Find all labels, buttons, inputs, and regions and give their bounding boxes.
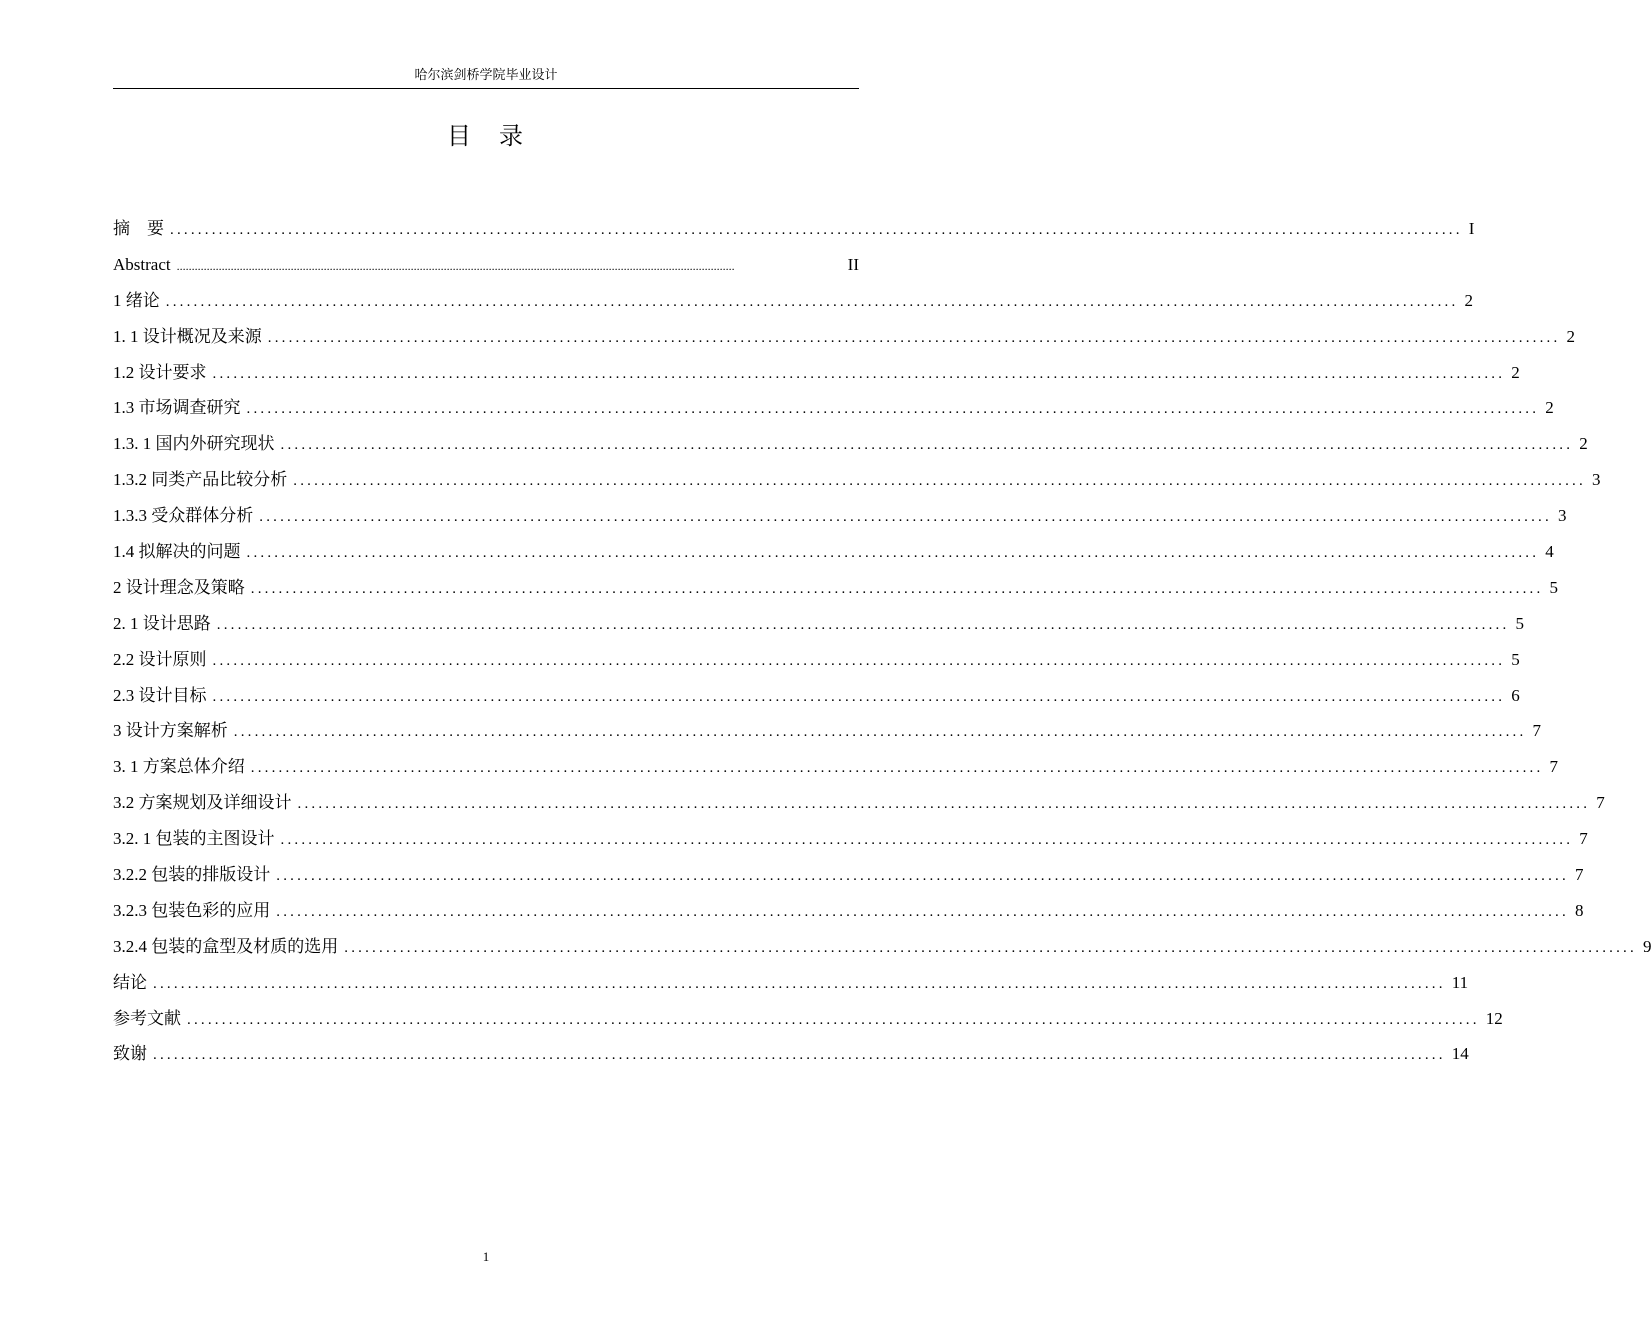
toc-entry[interactable] xyxy=(113,462,1601,498)
toc-list xyxy=(113,211,1651,1072)
toc-entry[interactable] xyxy=(113,1036,1469,1072)
header-rule xyxy=(113,88,859,89)
toc-entry-page: 2 xyxy=(1566,326,1575,346)
page-number: 1 xyxy=(482,1249,490,1264)
toc-entry-label: 结论 xyxy=(113,972,147,992)
toc-entry-page: 7 xyxy=(1549,757,1558,777)
toc-entry-label: 1.4 拟解决的问题 xyxy=(113,542,241,562)
toc-entry-page: 7 xyxy=(1574,865,1584,885)
toc-entry-label: 参考文献 xyxy=(113,1008,181,1028)
toc-entry-label: 3. 1 方案总体介绍 xyxy=(113,757,245,777)
toc-title: 目 录 xyxy=(447,124,525,150)
toc-entry[interactable] xyxy=(113,929,1651,965)
toc-dot-leader: .......................................................................................................................................................................................... xyxy=(153,975,1446,992)
toc-entry-label: 致谢 xyxy=(113,1044,147,1064)
toc-dot-leader: .......................................................................................................................................................................................... xyxy=(267,329,1561,346)
toc-entry-page: 2 xyxy=(1545,398,1554,418)
toc-entry-page: I xyxy=(1468,219,1475,238)
toc-entry-label: 1 绪论 xyxy=(113,290,160,310)
toc-dot-leader: .......................................................................................................................................................................................... xyxy=(250,580,1544,597)
toc-entry[interactable] xyxy=(113,390,1554,426)
toc-dot-leader: .......................................................................................................................................................................................... xyxy=(212,652,1506,669)
toc-entry-label: 1.3 市场调查研究 xyxy=(113,398,241,418)
toc-dot-leader: .......................................................................................................................................................................................... xyxy=(259,509,1552,526)
toc-dot-leader: .......................................................................................................................................................................................... xyxy=(176,258,735,273)
toc-entry[interactable] xyxy=(113,965,1469,1001)
toc-entry[interactable] xyxy=(113,247,859,283)
toc-dot-leader: .......................................................................................................................................................................................... xyxy=(276,868,1569,885)
toc-entry[interactable] xyxy=(113,534,1554,570)
toc-entry-label: 1.3.2 同类产品比较分析 xyxy=(113,470,288,490)
toc-dot-leader: .......................................................................................................................................................................................... xyxy=(280,437,1574,454)
toc-dot-leader: .......................................................................................................................................................................................... xyxy=(165,293,1459,310)
toc-entry-label: 1. 1 设计概况及来源 xyxy=(113,326,262,346)
toc-dot-leader: .......................................................................................................................................................................................... xyxy=(344,939,1637,956)
toc-entry[interactable] xyxy=(113,857,1584,893)
toc-entry[interactable] xyxy=(113,426,1588,462)
toc-entry[interactable] xyxy=(113,283,1473,319)
toc-entry-page: 2 xyxy=(1511,362,1520,382)
toc-dot-leader: .......................................................................................................................................................................................... xyxy=(153,1047,1446,1064)
toc-entry-label: 1.3. 1 国内外研究现状 xyxy=(113,434,275,454)
toc-dot-leader: .......................................................................................................................................................................................... xyxy=(216,616,1510,633)
toc-entry-label: 摘 要 xyxy=(113,219,164,238)
toc-entry-label: 2.3 设计目标 xyxy=(113,685,207,705)
toc-entry-label: 3.2.2 包装的排版设计 xyxy=(113,865,271,885)
toc-entry-label: 2. 1 设计思路 xyxy=(113,613,211,633)
toc-entry-label: Abstract xyxy=(113,254,171,274)
toc-entry-page: 7 xyxy=(1596,793,1605,813)
toc-entry[interactable] xyxy=(113,606,1524,642)
toc-entry[interactable] xyxy=(113,642,1520,678)
toc-entry-page: 4 xyxy=(1545,542,1554,562)
toc-entry-page: 2 xyxy=(1579,434,1588,454)
toc-entry[interactable] xyxy=(113,498,1567,534)
toc-entry[interactable] xyxy=(113,319,1575,355)
toc-entry-page: 3 xyxy=(1557,506,1567,526)
toc-entry[interactable] xyxy=(113,1001,1503,1037)
toc-entry-label: 3 设计方案解析 xyxy=(113,721,228,741)
toc-entry[interactable] xyxy=(113,893,1584,929)
toc-dot-leader: .......................................................................................................................................................................................... xyxy=(246,401,1540,418)
toc-entry-label: 2 设计理念及策略 xyxy=(113,577,245,597)
toc-entry-page: 7 xyxy=(1579,829,1588,849)
toc-entry-page: 8 xyxy=(1574,900,1584,920)
toc-entry[interactable] xyxy=(113,785,1605,821)
toc-dot-leader: .......................................................................................................................................................................................... xyxy=(293,473,1586,490)
toc-entry-label: 1.2 设计要求 xyxy=(113,362,207,382)
toc-entry-page: 3 xyxy=(1591,470,1601,490)
toc-dot-leader: .......................................................................................................................................................................................... xyxy=(276,903,1569,920)
toc-entry-page: 11 xyxy=(1451,972,1469,992)
toc-entry[interactable] xyxy=(113,211,1475,247)
toc-dot-leader: .......................................................................................................................................................................................... xyxy=(297,796,1591,813)
toc-dot-leader: .......................................................................................................................................................................................... xyxy=(170,222,1463,238)
toc-entry[interactable] xyxy=(113,355,1520,391)
toc-entry-label: 3.2 方案规划及详细设计 xyxy=(113,793,292,813)
toc-dot-leader: .......................................................................................................................................................................................... xyxy=(212,688,1506,705)
toc-entry-page: 5 xyxy=(1515,613,1524,633)
toc-entry[interactable] xyxy=(113,713,1541,749)
toc-entry-label: 1.3.3 受众群体分析 xyxy=(113,506,254,526)
toc-dot-leader: .......................................................................................................................................................................................... xyxy=(280,832,1574,849)
toc-entry-page: 6 xyxy=(1511,685,1520,705)
toc-entry-label: 3.2.3 包装色彩的应用 xyxy=(113,900,271,920)
toc-entry[interactable] xyxy=(113,678,1520,714)
toc-entry-page: 14 xyxy=(1451,1044,1469,1064)
toc-entry-label: 3.2.4 包装的盒型及材质的选用 xyxy=(113,936,339,956)
toc-dot-leader: .......................................................................................................................................................................................... xyxy=(187,1011,1480,1028)
toc-entry-label: 3.2. 1 包装的主图设计 xyxy=(113,829,275,849)
running-header: 哈尔滨剑桥学院毕业设计 xyxy=(414,67,558,82)
toc-dot-leader: .......................................................................................................................................................................................... xyxy=(233,724,1527,741)
toc-entry-page: 12 xyxy=(1485,1008,1503,1028)
toc-entry-page: 9 xyxy=(1642,936,1651,956)
toc-dot-leader: .......................................................................................................................................................................................... xyxy=(212,365,1506,382)
toc-dot-leader: .......................................................................................................................................................................................... xyxy=(246,545,1540,562)
toc-entry-page: 5 xyxy=(1511,649,1520,669)
toc-entry-page: II xyxy=(847,254,859,274)
toc-entry[interactable] xyxy=(113,821,1588,857)
toc-entry-page: 5 xyxy=(1549,577,1558,597)
toc-entry-page: 7 xyxy=(1532,721,1541,741)
toc-dot-leader: .......................................................................................................................................................................................... xyxy=(250,760,1544,777)
toc-entry[interactable] xyxy=(113,570,1558,606)
toc-entry[interactable] xyxy=(113,749,1558,785)
toc-entry-label: 2.2 设计原则 xyxy=(113,649,207,669)
toc-entry-page: 2 xyxy=(1464,290,1473,310)
